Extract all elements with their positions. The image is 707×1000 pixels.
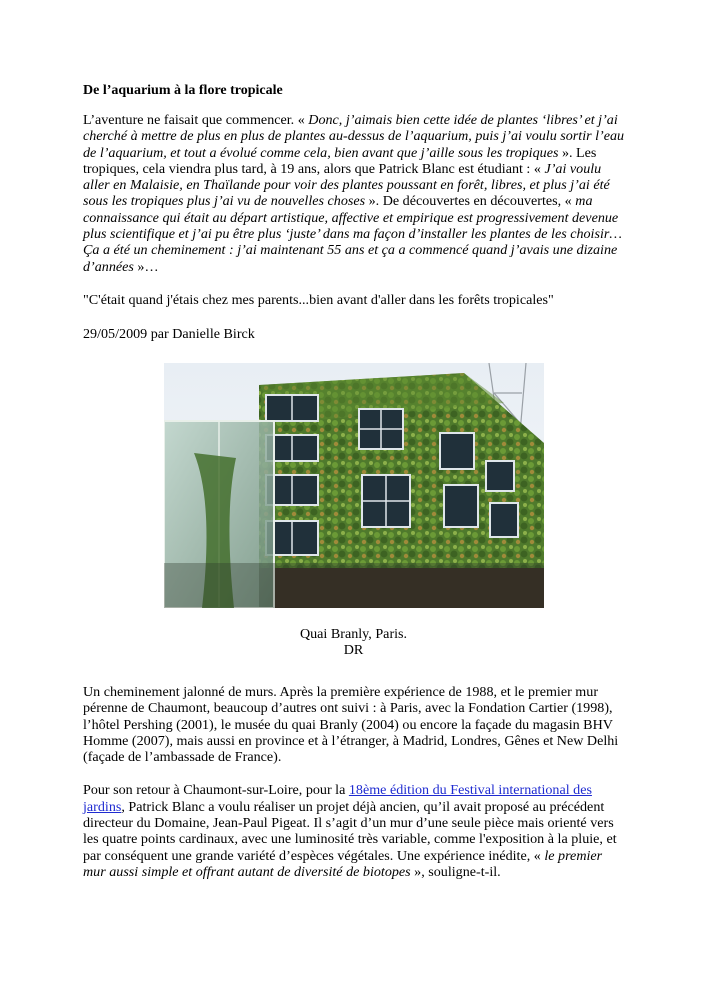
article-upper [83, 82, 628, 355]
p3-text-2: , Patrick Blanc a voulu réaliser un projet déjà ancien, qu’il avait proposé au précédent directeur du Domaine, Jean-Paul Pigeat. Il s’agit d’un mur d’une seule pièce mais orienté vers les quatre points cardinaux, avec une luminosité très variable, comme l'exposition à la pluie, et par conséquent une grande variété d’espèces végétales. Une expérience inédite, « [83, 798, 617, 864]
festival-link[interactable]: 18ème édition du Festival international des jardins [83, 782, 592, 815]
pull-quote: "C'était quand j'étais chez mes parents...bien avant d'aller dans les forêts tropicales" [83, 291, 554, 308]
p1-text-3: ». De découvertes en découvertes, « [365, 193, 576, 210]
p1-text-1: L’aventure ne faisait que commencer. « [83, 112, 309, 128]
p1-italic-2: J’ai voulu aller en Malaisie, en Thaïlande pour voir des plantes poussant en forêt, libres, et plus j’ai été sous les tropiques plus j’ai vu de nouvelles choses [83, 160, 610, 210]
p1-text-4: »… [133, 258, 159, 275]
paragraph-walls: Un cheminement jalonné de murs. Après la première expérience de 1988, et le premier mur pérenne de Chaumont, beaucoup d’autres ont suivi : à Paris, avec la Fondation Cartier (1998), l’hôtel Pershing (2001), le musée du quai Branly (2004) ou encore la façade du magasin BHV Homme (2007), mais aussi en province et à l’étranger, à Madrid, Londres, Gênes et New Delhi (façade de l’ambassade de France). [83, 684, 619, 766]
caption-credit: DR [343, 642, 364, 658]
byline: 29/05/2009 par Danielle Birck [83, 325, 255, 342]
p3-italic-1: le premier mur aussi simple et offrant autant de diversité de biotopes [83, 847, 603, 880]
paragraph-chaumont [83, 782, 628, 880]
article-heading: De l’aquarium à la flore tropicale [83, 83, 283, 98]
quai-branly-photo [164, 363, 544, 608]
p3-text-3: », souligne-t-il. [410, 863, 501, 880]
caption-location: Quai Branly, Paris. [299, 626, 408, 642]
p1-italic-1: Donc, j’aimais bien cette idée de plantes ‘libres’ et j’ai cherché à mettre de plus en plus de plantes au-dessus de l’aquarium, puis j’ai voulu sortir l’eau de l’aquarium, et tout a évolué comme cela, bien avant que j’aille sous les tropiques [83, 112, 625, 161]
p1-text-2: ». Les tropiques, cela viendra plus tard, à 19 ans, alors que Patrick Blanc est étudiant : « [83, 144, 597, 177]
article-lower [83, 684, 628, 897]
paragraph-intro [83, 112, 628, 275]
p3-text-1: Pour son retour à Chaumont-sur-Loire, pour la [83, 782, 349, 799]
p1-italic-3: ma connaissance qui était au départ artistique, affective et empirique est progressivement devenue plus scientifique et j’ai pu être plus ‘juste’ dans ma façon d’installer les plantes de les choisir… Ça a été un cheminement : j’ai maintenant 55 ans et ça a commencé quand j’avais une dizaine d’années [83, 193, 622, 275]
